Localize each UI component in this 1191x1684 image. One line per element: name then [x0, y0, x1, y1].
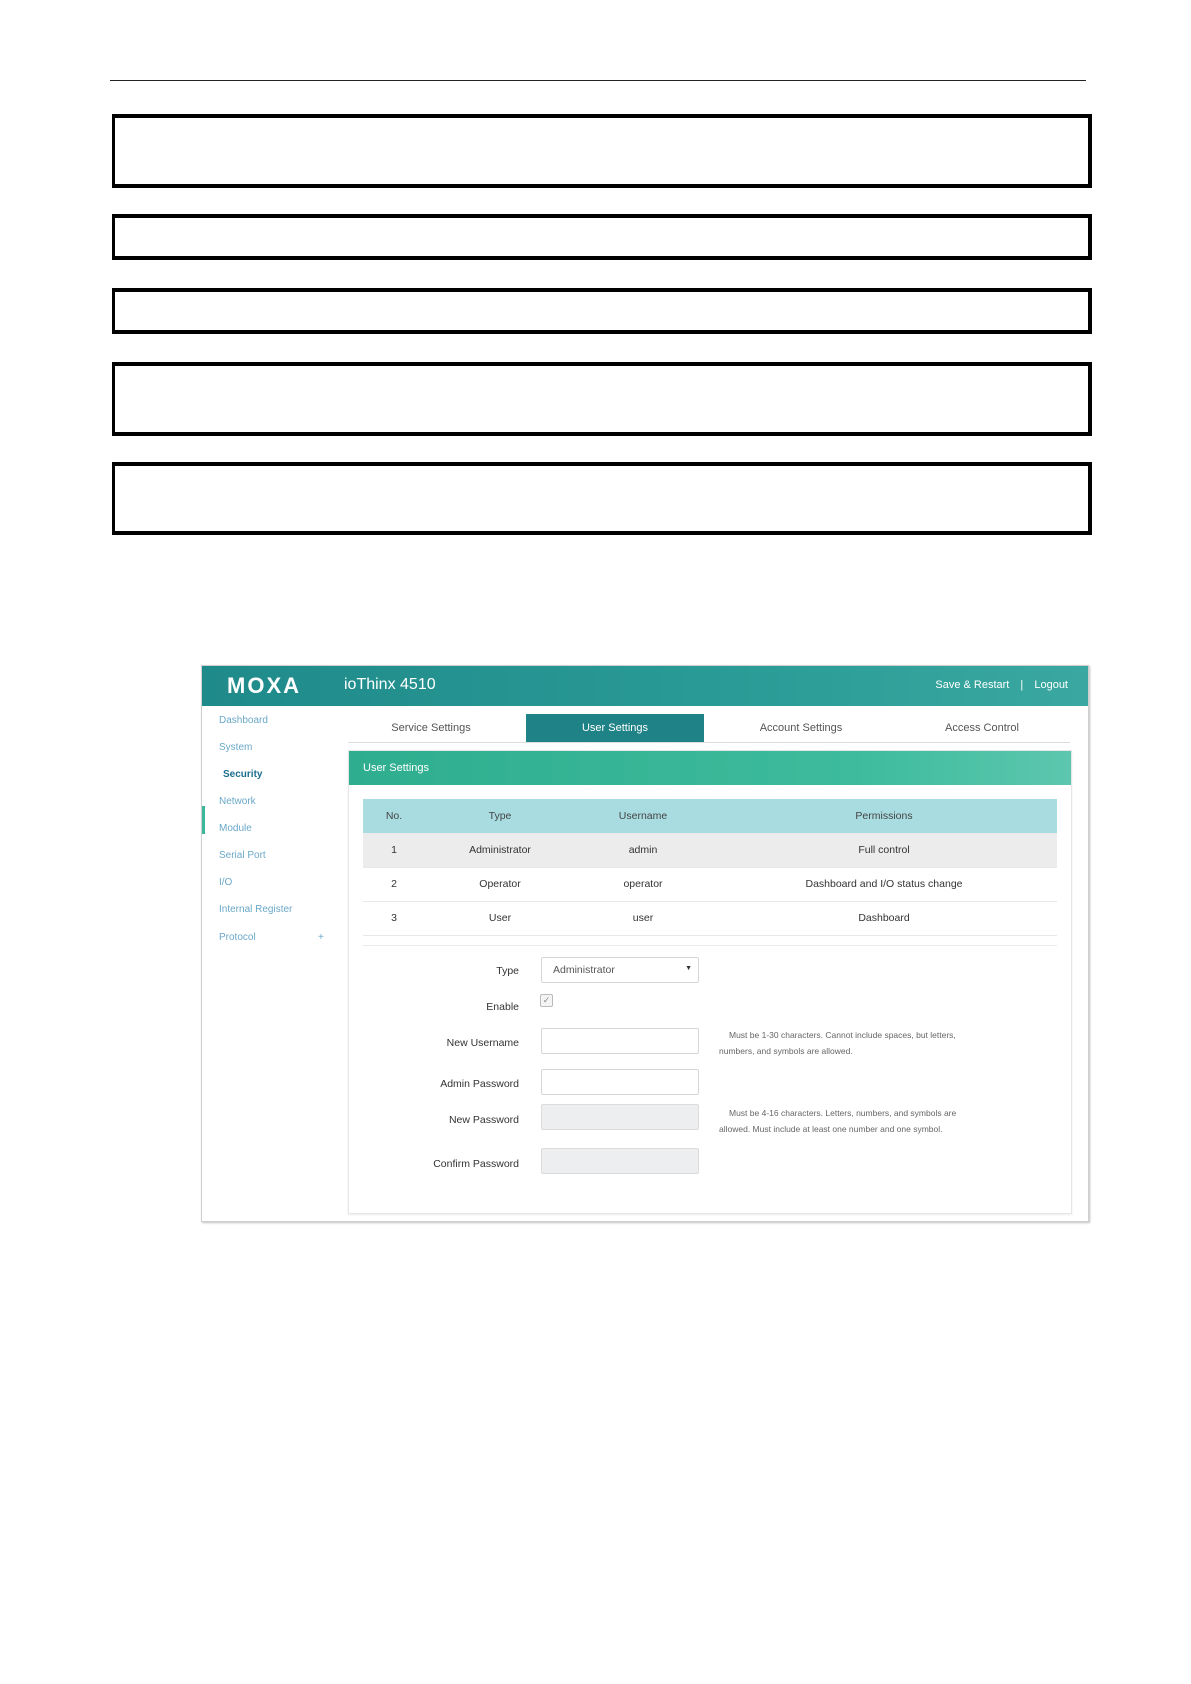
- action-separator: |: [1020, 679, 1024, 691]
- password-hint-line-1: Must be 4-16 characters. Letters, numbers, and symbols are: [729, 1108, 957, 1118]
- save-restart-link[interactable]: Save & Restart: [935, 679, 1010, 691]
- top-actions: [935, 679, 1068, 691]
- cell-permissions: Dashboard: [858, 912, 910, 924]
- cell-type: User: [488, 912, 512, 924]
- sidebar-item-system[interactable]: System: [219, 742, 253, 753]
- admin-password-label: Admin Password: [440, 1078, 519, 1090]
- blank-box-3: [112, 288, 1092, 334]
- cell-type: Operator: [479, 878, 521, 890]
- expand-plus-icon[interactable]: +: [318, 932, 324, 943]
- header-rule: [110, 80, 1086, 81]
- product-name: ioThinx 4510: [344, 676, 436, 693]
- blank-box-5: [112, 462, 1092, 535]
- sidebar-item-module[interactable]: Module: [219, 823, 252, 834]
- sidebar-active-indicator: [202, 806, 205, 834]
- brand-logo: MOXA: [227, 673, 301, 698]
- admin-password-input[interactable]: [541, 1069, 699, 1095]
- table-row[interactable]: [363, 833, 1057, 868]
- ui-screenshot: [201, 665, 1089, 1222]
- enable-checkbox[interactable]: [540, 994, 553, 1007]
- sidebar-item-internal-register[interactable]: Internal Register: [219, 904, 293, 915]
- cell-permissions: Dashboard and I/O status change: [805, 878, 963, 890]
- panel-title: User Settings: [349, 751, 1071, 785]
- type-select-value: Administrator: [553, 964, 615, 976]
- username-hint-line-2: numbers, and symbols are allowed.: [719, 1046, 853, 1056]
- tab-service-settings[interactable]: Service Settings: [391, 722, 471, 734]
- table-row[interactable]: [363, 901, 1057, 936]
- cell-username: user: [632, 912, 654, 924]
- confirm-password-input[interactable]: [541, 1148, 699, 1174]
- cell-permissions: Full control: [858, 844, 910, 856]
- new-password-input[interactable]: [541, 1104, 699, 1130]
- column-header-no: No.: [385, 810, 403, 822]
- type-label: Type: [496, 965, 519, 977]
- password-hint-line-2: allowed. Must include at least one number and one symbol.: [719, 1124, 943, 1134]
- new-username-input[interactable]: [541, 1028, 699, 1054]
- logout-link[interactable]: Logout: [1034, 679, 1068, 691]
- sidebar-item-protocol[interactable]: [219, 932, 339, 943]
- form-divider: [363, 945, 1057, 946]
- password-hint: [719, 1105, 975, 1137]
- cell-username: admin: [628, 844, 658, 856]
- sidebar-item-security[interactable]: Security: [223, 769, 263, 780]
- cell-username: operator: [623, 878, 663, 890]
- column-header-permissions: Permissions: [855, 810, 913, 822]
- cell-no: 1: [391, 844, 397, 856]
- confirm-password-label: Confirm Password: [433, 1158, 519, 1170]
- new-username-label: New Username: [446, 1037, 519, 1049]
- caret-down-icon: ▼: [685, 965, 692, 972]
- blank-box-4: [112, 362, 1092, 436]
- sidebar-item-io[interactable]: I/O: [219, 877, 233, 888]
- tab-bar: [348, 714, 1070, 743]
- cell-no: 2: [391, 878, 397, 890]
- top-bar: [202, 666, 1088, 706]
- new-password-label: New Password: [448, 1114, 519, 1126]
- username-hint-line-1: Must be 1-30 characters. Cannot include spaces, but letters,: [729, 1030, 956, 1040]
- tab-access-control[interactable]: Access Control: [945, 722, 1019, 734]
- sidebar-item-network[interactable]: Network: [219, 796, 256, 807]
- tab-account-settings[interactable]: Account Settings: [759, 722, 843, 734]
- blank-box-2: [112, 214, 1092, 260]
- sidebar-item-serial-port[interactable]: Serial Port: [219, 850, 266, 861]
- user-settings-panel: [348, 750, 1072, 1214]
- sidebar: [202, 706, 342, 1220]
- sidebar-item-dashboard[interactable]: Dashboard: [219, 715, 268, 726]
- blank-box-1: [112, 114, 1092, 188]
- cell-type: Administrator: [469, 844, 531, 856]
- column-header-username: Username: [618, 810, 668, 822]
- enable-label: Enable: [486, 1001, 519, 1013]
- column-header-type: Type: [488, 810, 512, 822]
- sidebar-item-protocol-label: Protocol: [219, 932, 256, 943]
- cell-no: 3: [391, 912, 397, 924]
- check-icon: ✓: [542, 995, 551, 1005]
- type-select[interactable]: [541, 957, 699, 983]
- table-row[interactable]: [363, 867, 1057, 902]
- username-hint: [719, 1027, 975, 1059]
- tab-user-settings[interactable]: User Settings: [526, 714, 704, 742]
